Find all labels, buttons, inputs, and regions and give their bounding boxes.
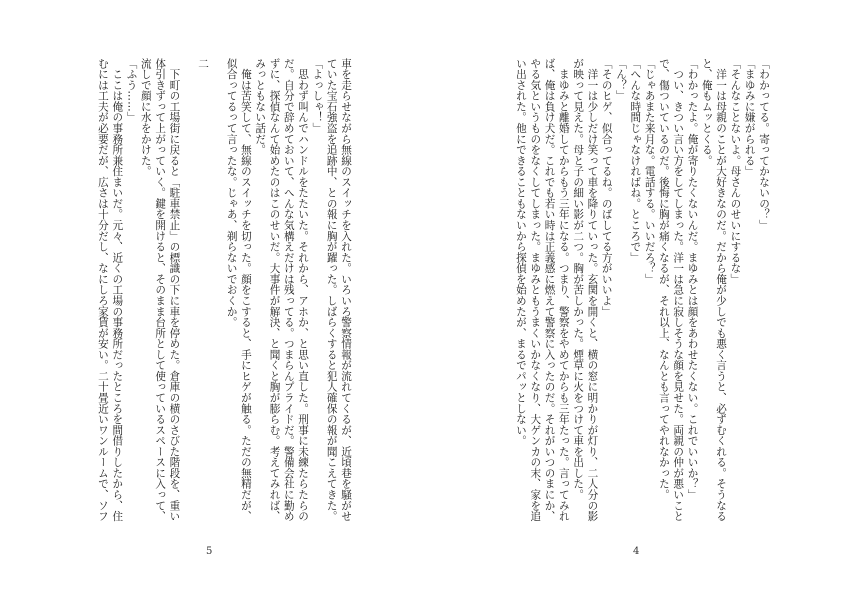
- page-number: 5: [206, 546, 213, 557]
- body-text: 「わかってる。寄ってかないの？」 「まゆみに嫌がられる」 「そんなことないよ。母さんのせいにするな」 洋一は母親のことが大好きなのだ。だから俺が少しでも悪く言うと、必ずむくれる。そうなると、俺もムッとくる。 「わかったよ。俺が寄りたくないんだ。まゆみとは顔をあわせたくない。これでいいか？」 つい、きつい言い方をしてしまった。洋一は急に寂しそうな顔を見せた。両親の仲が悪いことで、傷ついているのだ。後悔に胸が痛くなるが、それ以上、なんとも言ってやれなかった。 「じゃあまた来月な。電話する。いいだろ？」 「へんな時間じゃなければね。ところで」 「ん？」 「そのヒゲ、似合ってるね。のばしてる方がいいよ」 洋一は少しだけ笑って車を降りていった。玄関を開くと、横の窓に明かりが灯り、二人分の影が映って見えた。母と子の細い影が二つ。胸が苦しかった。煙草に火をつけて車を出した。 まゆみと離婚してからもう三年になる。つまり、警察をやめてからも三年たった。言ってみれば、俺は負け犬だ。これでも若い時は正義感に燃えて警察に入ったのだ。それがいつのまにか、やる気というものをなくしてしまった。まゆみともうまくいかなくなり、大ゲンカの末、家を追い出された。他にできることもないから探偵を始めたが、まるでパッとしない。: [514, 58, 770, 522]
- right-page: [425, 0, 850, 600]
- page-number: 4: [633, 546, 640, 557]
- body-text: 車を走らせながら無線のスイッチを入れた。いろいろ警察情報が流れてくるが、近頃巷を騒がせていた宝石強盗を追跡中、との報に胸が躍った。しばらくすると犯人確保の報が聞こえてきた。 「よっしゃ！」 思わず叫んでハンドルをたたいた。それから、アホか、と思い直した。刑事に未練たらたらのだ。自分で辞めておいて、へんな気構えだけは残ってる。つまらんプライドだ。警備会社に勤めずに、探偵なんて始めたのはこのせいだ。大事件が解決、と聞くと胸が膨らむ。考えてみれば、みっともない話だ。 俺は苦笑して、無線のスイッチを切った。顔をこすると、手にヒゲが触る。ただの無精だが、似合ってるって言ったな。じゃあ、剃らないでおくか。 二 下町の工場街に戻ると「駐車禁止」の標識の下に車を停めた。倉庫の横のさびた階段を、重い体引きずって上がっていく。鍵を開けると、そのまま台所として使っているスペースに入って、流しで顔に水をかけた。 「ふう……」 ここは俺の事務所兼住まいだ。元々、近くの工場の事務所だったところを間借りしたから、住むには工夫が必要だが、広さは十分だし、なにしろ家賃が安い。二十畳近いワンルームで、ソフ: [96, 58, 352, 522]
